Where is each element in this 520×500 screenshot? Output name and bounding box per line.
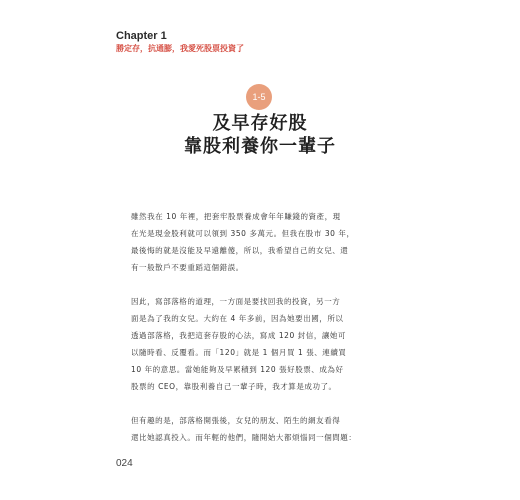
body-text xyxy=(131,208,393,446)
paragraph xyxy=(131,412,393,446)
chapter-header xyxy=(116,30,244,54)
section-title-line: 靠股利養你一輩子 xyxy=(184,136,336,157)
section-number-badge: 1-5 xyxy=(246,84,272,110)
text-line: 有一般散戶不要重蹈這個錯誤。 xyxy=(131,263,244,272)
chapter-label: Chapter 1 xyxy=(116,30,167,42)
paragraph xyxy=(131,293,393,395)
text-line: 以隨時看、反覆看。而「120」就是 1 個月買 1 張、連續買 xyxy=(131,348,347,357)
text-line: 但有趣的是，部落格開張後，女兒的朋友、陌生的網友看得 xyxy=(131,416,341,425)
chapter-title: 勝定存，抗通膨，我愛死股票投資了 xyxy=(116,44,244,53)
text-line: 還比她認真投入。而年輕的他們，隨開始大都煩惱同一個問題： xyxy=(131,433,357,442)
text-line: 面是為了我的女兒。大約在 4 年多前，因為她要出國，所以 xyxy=(131,314,344,323)
section-title-line: 及早存好股 xyxy=(212,113,308,134)
section-title xyxy=(0,112,520,158)
text-line: 因此，寫部落格的道理，一方面是要找回我的投資，另一方 xyxy=(131,297,341,306)
text-line: 股票的 CEO，靠股利養自己一輩子時，我才算是成功了。 xyxy=(131,382,337,391)
text-line: 最後悔的就是沒能及早遠離傻，所以，我希望自己的女兒、還 xyxy=(131,246,349,255)
text-line: 雖然我在 10 年裡，把套牢股票養成會年年賺錢的資產，現 xyxy=(131,212,341,221)
text-line: 在光是現金股利就可以領到 350 多萬元。但我在股市 30 年， xyxy=(131,229,355,238)
paragraph-spacer xyxy=(131,276,393,293)
text-line: 10 年的意思。當她能夠及早累積到 120 張好股票、成為好 xyxy=(131,365,344,374)
page-number: 024 xyxy=(116,458,133,469)
text-line: 透過部落格，我把這套存股的心法，寫成 120 封信，讓她可 xyxy=(131,331,347,340)
paragraph xyxy=(131,208,393,276)
paragraph-spacer xyxy=(131,395,393,412)
